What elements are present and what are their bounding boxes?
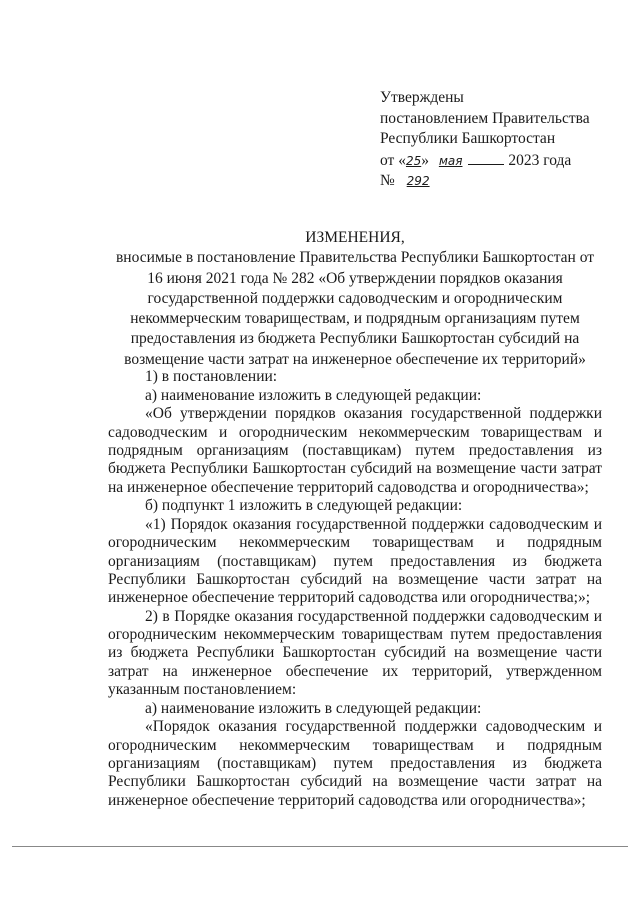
paragraph: б) подпункт 1 изложить в следующей редакции: xyxy=(145,497,463,515)
heading-subtitle: вносимые в постановление Правительства Республики Башкортостан от 16 июня 2021 года № 282 «Об утверждении порядков оказания государственной поддержки садоводческим и огородническим некоммерческим товариществам, и подрядным организациям путем предоставления из бюджета Республики Башкортостан субсидий на возмещение части затрат на инженерное обеспечение их территорий» xyxy=(115,249,595,368)
approval-line-2: постановлением Правительства xyxy=(380,109,590,127)
paragraph: 2) в Порядке оказания государственной поддержки садоводческим и огородническим некоммерческим товариществам путем предоставления из бюджета Республики Башкортостан субсидий на возмещение части затрат на инженерное обеспечение их территорий, утвержденном указанным постановлением: xyxy=(108,607,602,698)
heading-title: ИЗМЕНЕНИЯ, xyxy=(305,229,405,246)
approval-stamp xyxy=(380,88,630,192)
paragraph: а) наименование изложить в следующей редакции: xyxy=(145,386,482,404)
document-heading xyxy=(108,228,602,370)
page-bottom-rule xyxy=(12,846,628,847)
approval-number: № 292 xyxy=(380,171,630,192)
date-underline xyxy=(468,150,504,165)
date-month: мая xyxy=(438,153,463,168)
number-value: 292 xyxy=(406,174,430,188)
approval-line-3: Республики Башкортостан xyxy=(380,130,556,147)
date-year: 2023 года xyxy=(508,151,572,169)
paragraph: «1) Порядок оказания государственной поддержки садоводческим и огородническим некоммерческим товариществам и подрядным организациям (поставщикам) путем предоставления из бюджета Республики Башкортостан субсидий на возмещение части затрат на инженерное обеспечение территорий садоводства или огородничества;»; xyxy=(108,515,602,607)
paragraph: «Об утверждении порядков оказания государственной поддержки садоводческим и огородническим некоммерческим товариществам и подрядным организациям (поставщикам) путем предоставления из бюджета Республики Башкортостан субсидий на возмещение части затрат на инженерное обеспечение территорий садоводства и огородничества»; xyxy=(108,405,602,496)
approval-line-1: Утверждены xyxy=(380,89,464,106)
paragraph: 1) в постановлении: xyxy=(145,368,278,385)
paragraph: а) наименование изложить в следующей редакции: xyxy=(145,699,482,717)
date-day: 25 xyxy=(405,153,422,168)
approval-date: от «25» мая 2023 года xyxy=(380,151,572,169)
document-body xyxy=(108,368,602,810)
paragraph: «Порядок оказания государственной поддержки садоводческим и огородническим некоммерческим товариществам и подрядным организациям (поставщикам) путем предоставления из бюджета Республики Башкортостан субсидий на возмещение части затрат на инженерное обеспечение территорий садоводства или огородничества»; xyxy=(108,718,602,809)
